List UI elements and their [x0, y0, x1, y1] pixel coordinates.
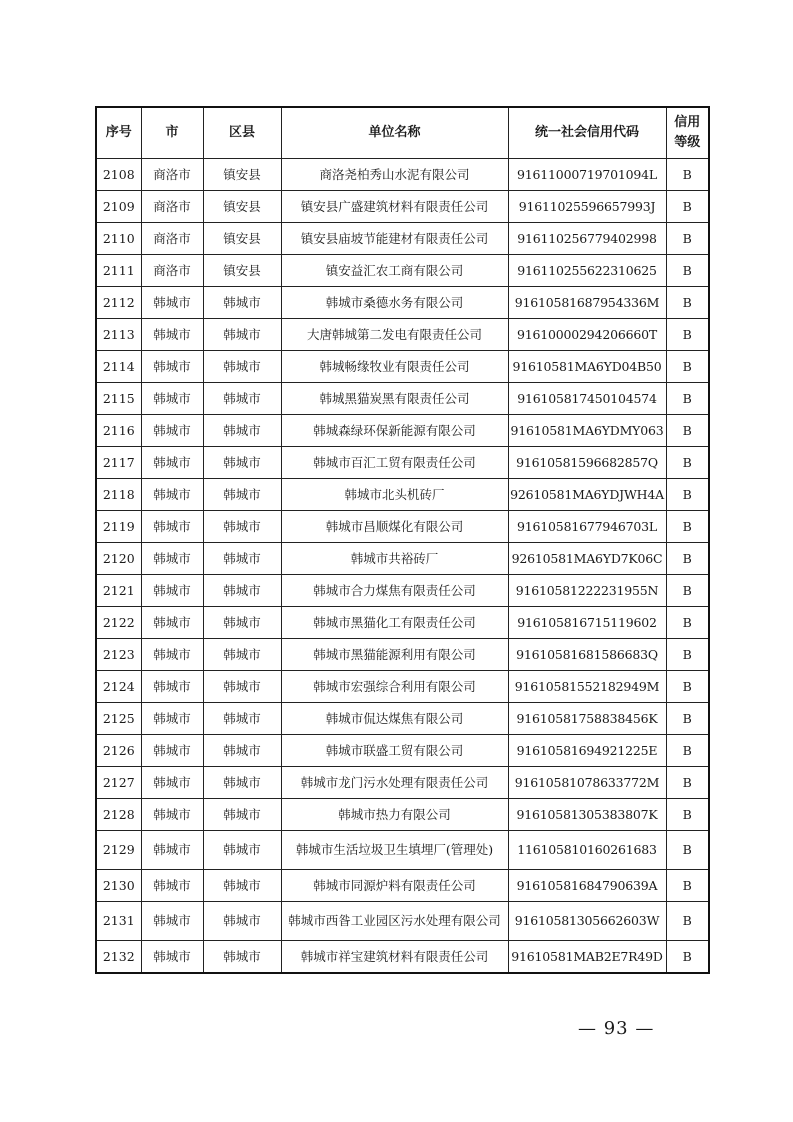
cell-unit-name: 商洛尧柏秀山水泥有限公司 — [281, 159, 508, 191]
cell-credit-code: 91610581222231955N — [508, 575, 666, 607]
cell-credit-grade: B — [666, 735, 709, 767]
cell-unit-name: 韩城市宏强综合利用有限公司 — [281, 671, 508, 703]
cell-credit-grade: B — [666, 607, 709, 639]
cell-county: 韩城市 — [203, 575, 281, 607]
cell-credit-grade: B — [666, 799, 709, 831]
cell-credit-grade: B — [666, 767, 709, 799]
cell-credit-grade: B — [666, 511, 709, 543]
cell-credit-grade: B — [666, 703, 709, 735]
cell-county: 镇安县 — [203, 223, 281, 255]
credit-rating-table — [95, 106, 710, 974]
cell-county: 韩城市 — [203, 383, 281, 415]
cell-city: 商洛市 — [141, 159, 203, 191]
table-row — [96, 479, 709, 511]
table-row — [96, 319, 709, 351]
header-seq: 序号 — [96, 107, 141, 159]
cell-city: 韩城市 — [141, 543, 203, 575]
cell-unit-name: 韩城森绿环保新能源有限公司 — [281, 415, 508, 447]
cell-unit-name: 韩城市侃达煤焦有限公司 — [281, 703, 508, 735]
table-row — [96, 383, 709, 415]
table-row — [96, 223, 709, 255]
cell-county: 韩城市 — [203, 287, 281, 319]
cell-credit-code: 91610581687954336M — [508, 287, 666, 319]
cell-credit-grade: B — [666, 902, 709, 941]
table-row — [96, 870, 709, 902]
cell-county: 韩城市 — [203, 543, 281, 575]
table-row — [96, 799, 709, 831]
table-row — [96, 735, 709, 767]
cell-unit-name: 韩城市合力煤焦有限责任公司 — [281, 575, 508, 607]
cell-seq: 2117 — [96, 447, 141, 479]
cell-credit-grade: B — [666, 671, 709, 703]
cell-seq: 2120 — [96, 543, 141, 575]
cell-unit-name: 镇安县广盛建筑材料有限责任公司 — [281, 191, 508, 223]
cell-credit-code: 91610581677946703L — [508, 511, 666, 543]
cell-county: 韩城市 — [203, 319, 281, 351]
header-credit-grade — [666, 107, 709, 159]
cell-county: 韩城市 — [203, 799, 281, 831]
table-row — [96, 415, 709, 447]
cell-seq: 2122 — [96, 607, 141, 639]
cell-county: 韩城市 — [203, 639, 281, 671]
cell-unit-name: 韩城市祥宝建筑材料有限责任公司 — [281, 941, 508, 974]
cell-credit-grade: B — [666, 415, 709, 447]
cell-credit-grade: B — [666, 543, 709, 575]
cell-unit-name: 韩城畅缘牧业有限责任公司 — [281, 351, 508, 383]
table-row — [96, 159, 709, 191]
header-credit-grade-line2: 等级 — [674, 135, 701, 150]
header-credit-grade-line1: 信用 — [674, 115, 701, 130]
header-unit-name: 单位名称 — [281, 107, 508, 159]
table-row — [96, 703, 709, 735]
cell-unit-name: 镇安县庙坡节能建材有限责任公司 — [281, 223, 508, 255]
cell-credit-code: 91611000719701094L — [508, 159, 666, 191]
cell-seq: 2126 — [96, 735, 141, 767]
cell-city: 韩城市 — [141, 511, 203, 543]
table-row — [96, 543, 709, 575]
cell-seq: 2119 — [96, 511, 141, 543]
table-row — [96, 767, 709, 799]
cell-county: 镇安县 — [203, 159, 281, 191]
cell-county: 韩城市 — [203, 870, 281, 902]
cell-unit-name: 韩城市热力有限公司 — [281, 799, 508, 831]
cell-credit-code: 91610581305662603W — [508, 902, 666, 941]
cell-seq: 2110 — [96, 223, 141, 255]
cell-credit-grade: B — [666, 287, 709, 319]
cell-county: 韩城市 — [203, 607, 281, 639]
cell-city: 商洛市 — [141, 223, 203, 255]
cell-county: 韩城市 — [203, 831, 281, 870]
cell-seq: 2111 — [96, 255, 141, 287]
cell-city: 韩城市 — [141, 799, 203, 831]
cell-credit-grade: B — [666, 159, 709, 191]
cell-unit-name: 韩城市黑猫能源利用有限公司 — [281, 639, 508, 671]
cell-credit-code: 91610581681586683Q — [508, 639, 666, 671]
cell-county: 韩城市 — [203, 351, 281, 383]
cell-seq: 2108 — [96, 159, 141, 191]
table-row — [96, 671, 709, 703]
header-credit-code: 统一社会信用代码 — [508, 107, 666, 159]
cell-credit-code: 116105810160261683 — [508, 831, 666, 870]
cell-seq: 2129 — [96, 831, 141, 870]
cell-credit-code: 91610581MAB2E7R49D — [508, 941, 666, 974]
cell-credit-grade: B — [666, 870, 709, 902]
cell-credit-grade: B — [666, 191, 709, 223]
cell-county: 韩城市 — [203, 447, 281, 479]
cell-unit-name: 韩城市联盛工贸有限公司 — [281, 735, 508, 767]
table-row — [96, 831, 709, 870]
cell-seq: 2125 — [96, 703, 141, 735]
cell-seq: 2131 — [96, 902, 141, 941]
cell-city: 韩城市 — [141, 703, 203, 735]
cell-city: 商洛市 — [141, 191, 203, 223]
table-row — [96, 447, 709, 479]
cell-seq: 2132 — [96, 941, 141, 974]
cell-city: 韩城市 — [141, 383, 203, 415]
cell-credit-code: 91610581078633772M — [508, 767, 666, 799]
cell-unit-name: 韩城市黑猫化工有限责任公司 — [281, 607, 508, 639]
cell-seq: 2112 — [96, 287, 141, 319]
cell-county: 镇安县 — [203, 191, 281, 223]
cell-unit-name: 韩城市共裕砖厂 — [281, 543, 508, 575]
cell-credit-code: 92610581MA6YD7K06C — [508, 543, 666, 575]
cell-credit-code: 91611025677940299​8 — [508, 223, 666, 255]
cell-city: 韩城市 — [141, 575, 203, 607]
cell-credit-grade: B — [666, 575, 709, 607]
cell-credit-code: 916110255622310625 — [508, 255, 666, 287]
table-row — [96, 941, 709, 974]
cell-city: 韩城市 — [141, 479, 203, 511]
cell-city: 商洛市 — [141, 255, 203, 287]
cell-credit-code: 91611025596657993J — [508, 191, 666, 223]
cell-unit-name: 韩城市桑德水务有限公司 — [281, 287, 508, 319]
table-body — [96, 159, 709, 974]
cell-seq: 2127 — [96, 767, 141, 799]
header-county: 区县 — [203, 107, 281, 159]
cell-credit-grade: B — [666, 319, 709, 351]
cell-seq: 2118 — [96, 479, 141, 511]
cell-city: 韩城市 — [141, 639, 203, 671]
cell-credit-code: 91610581684790639A — [508, 870, 666, 902]
cell-credit-grade: B — [666, 447, 709, 479]
cell-unit-name: 韩城市生活垃圾卫生填埋厂(管理处) — [281, 831, 508, 870]
cell-seq: 2113 — [96, 319, 141, 351]
cell-county: 韩城市 — [203, 479, 281, 511]
cell-unit-name: 韩城黑猫炭黑有限责任公司 — [281, 383, 508, 415]
cell-credit-code: 91610581305383807K — [508, 799, 666, 831]
cell-unit-name: 镇安益汇农工商有限公司 — [281, 255, 508, 287]
cell-credit-code: 91610581MA6YD04B50 — [508, 351, 666, 383]
cell-credit-grade: B — [666, 255, 709, 287]
cell-city: 韩城市 — [141, 287, 203, 319]
table-row — [96, 902, 709, 941]
cell-unit-name: 韩城市北头机砖厂 — [281, 479, 508, 511]
cell-city: 韩城市 — [141, 319, 203, 351]
cell-credit-code: 91610581MA6YDMY063 — [508, 415, 666, 447]
cell-county: 韩城市 — [203, 941, 281, 974]
cell-city: 韩城市 — [141, 351, 203, 383]
cell-city: 韩城市 — [141, 447, 203, 479]
cell-county: 韩城市 — [203, 735, 281, 767]
cell-unit-name: 韩城市昌顺煤化有限公司 — [281, 511, 508, 543]
cell-credit-grade: B — [666, 223, 709, 255]
cell-county: 韩城市 — [203, 415, 281, 447]
cell-credit-code: 916105816715119602 — [508, 607, 666, 639]
cell-unit-name: 大唐韩城第二发电有限责任公司 — [281, 319, 508, 351]
cell-seq: 2124 — [96, 671, 141, 703]
table-row — [96, 607, 709, 639]
cell-city: 韩城市 — [141, 767, 203, 799]
cell-city: 韩城市 — [141, 607, 203, 639]
cell-unit-name: 韩城市龙门污水处理有限责任公司 — [281, 767, 508, 799]
table-row — [96, 511, 709, 543]
cell-credit-grade: B — [666, 941, 709, 974]
cell-city: 韩城市 — [141, 735, 203, 767]
cell-county: 韩城市 — [203, 511, 281, 543]
cell-unit-name: 韩城市西昝工业园区污水处理有限公司 — [281, 902, 508, 941]
cell-city: 韩城市 — [141, 902, 203, 941]
cell-credit-code: 91610581694921225E — [508, 735, 666, 767]
cell-credit-code: 91610581596682857Q — [508, 447, 666, 479]
cell-credit-code: 91610581758838456K — [508, 703, 666, 735]
table-header — [96, 107, 709, 159]
cell-seq: 2130 — [96, 870, 141, 902]
table-row — [96, 287, 709, 319]
cell-city: 韩城市 — [141, 941, 203, 974]
cell-credit-grade: B — [666, 639, 709, 671]
cell-credit-code: 92610581MA6YDJWH4A — [508, 479, 666, 511]
cell-city: 韩城市 — [141, 870, 203, 902]
cell-county: 韩城市 — [203, 671, 281, 703]
cell-seq: 2115 — [96, 383, 141, 415]
table-row — [96, 255, 709, 287]
cell-credit-grade: B — [666, 383, 709, 415]
cell-credit-grade: B — [666, 351, 709, 383]
cell-city: 韩城市 — [141, 671, 203, 703]
cell-seq: 2109 — [96, 191, 141, 223]
cell-credit-grade: B — [666, 831, 709, 870]
cell-county: 镇安县 — [203, 255, 281, 287]
cell-seq: 2116 — [96, 415, 141, 447]
cell-county: 韩城市 — [203, 767, 281, 799]
table-row — [96, 575, 709, 607]
table-row — [96, 191, 709, 223]
cell-city: 韩城市 — [141, 415, 203, 447]
cell-county: 韩城市 — [203, 902, 281, 941]
header-row — [96, 107, 709, 159]
table-row — [96, 639, 709, 671]
header-city: 市 — [141, 107, 203, 159]
cell-seq: 2121 — [96, 575, 141, 607]
page-number: — 93 — — [578, 1018, 655, 1039]
cell-seq: 2114 — [96, 351, 141, 383]
cell-credit-code: 91610000294206660T — [508, 319, 666, 351]
cell-credit-code: 91610581552182949M — [508, 671, 666, 703]
cell-city: 韩城市 — [141, 831, 203, 870]
cell-credit-grade: B — [666, 479, 709, 511]
table-row — [96, 351, 709, 383]
cell-credit-code: 916105817450104574 — [508, 383, 666, 415]
cell-seq: 2128 — [96, 799, 141, 831]
cell-unit-name: 韩城市同源炉料有限责任公司 — [281, 870, 508, 902]
cell-unit-name: 韩城市百汇工贸有限责任公司 — [281, 447, 508, 479]
cell-seq: 2123 — [96, 639, 141, 671]
cell-county: 韩城市 — [203, 703, 281, 735]
